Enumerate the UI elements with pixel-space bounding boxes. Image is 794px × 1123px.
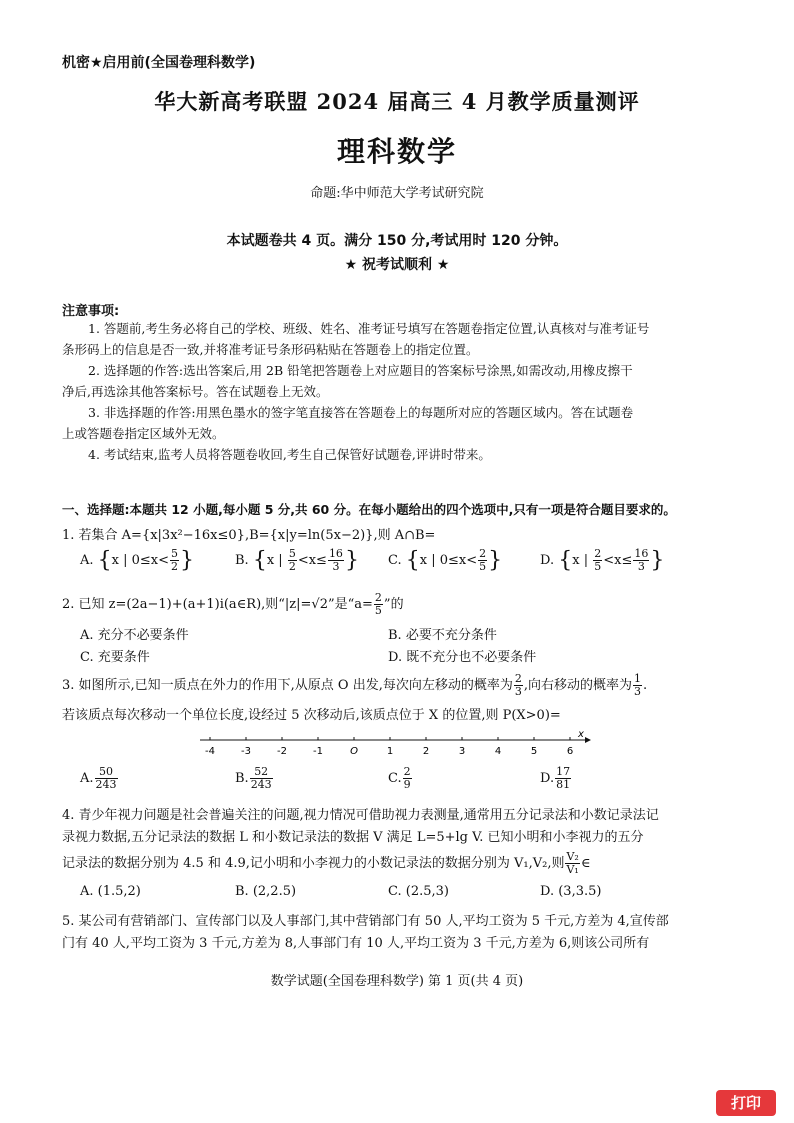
page-footer: 数学试题(全国卷理科数学) 第 1 页(共 4 页) <box>270 974 524 989</box>
confidential-tag: 机密★启用前(全国卷理科数学) <box>62 55 256 71</box>
exam-title: 华大新高考联盟 2024 届高三 4 月教学质量测评 <box>154 89 640 114</box>
notice-item: 1. 答题前,考生务必将自己的学校、班级、姓名、准考证号填写在答题卷指定位置,认真核对与准考证号 <box>88 321 650 336</box>
q1-option-d: D. {x | $\frac{2}{5}$ <x≤ $\frac{16}{3}$ } <box>540 547 665 573</box>
question-5-line-2: 门有 40 人,平均工资为 3 千元,方差为 8,人事部门有 10 人,平均工资为 3 千元,方差为 6,则该公司所有 <box>62 936 650 951</box>
q3-option-a: A. $\frac{50}{243}$ <box>80 765 117 791</box>
axis-tick-label: -4 <box>205 746 215 757</box>
question-3-line-2: 若该质点每次移动一个单位长度,设经过 5 次移动后,该质点位于 X 的位置,则 P(X>0)= <box>62 708 561 723</box>
axis-tick-label: -1 <box>313 746 323 757</box>
q4-option-a: A. (1.5,2) <box>80 884 141 899</box>
notice-item: 4. 考试结束,监考人员将答题卷收回,考生自己保管好试题卷,评讲时带来。 <box>88 447 491 462</box>
q1-option-a: A. {x | 0≤x< $\frac{5}{2}$ } <box>80 547 195 573</box>
good-luck-line: ★ 祝考试顺利 ★ <box>344 257 450 273</box>
axis-tick-label: -2 <box>277 746 287 757</box>
question-4-line-3: 记录法的数据分别为 4.5 和 4.9,记小明和小李视力的小数记录法的数据分别为 V₁,V₂,则 $\frac{\text{V₂}}{\text{V₁}}$ ∈ <box>62 850 591 876</box>
axis-tick-label: O <box>350 746 358 757</box>
notice-item: 3. 非选择题的作答:用黑色墨水的签字笔直接答在答题卷上的每题所对应的答题区域内。答在试题卷 <box>88 405 634 420</box>
q3-option-b: B. $\frac{52}{243}$ <box>235 765 272 791</box>
question-4-line-1: 4. 青少年视力问题是社会普遍关注的问题,视力情况可借助视力表测量,通常用五分记录法和小数记录法记 <box>62 808 659 823</box>
print-button[interactable]: 打印 <box>716 1090 776 1116</box>
q4-option-c: C. (2.5,3) <box>388 884 449 899</box>
q2-option-d: D. 既不充分也不必要条件 <box>388 650 537 665</box>
notice-item-cont: 上或答题卷指定区域外无效。 <box>62 426 225 441</box>
section-heading: 一、选择题:本题共 12 小题,每小题 5 分,共 60 分。在每小题给出的四个选项中,只有一项是符合题目要求的。 <box>62 502 676 517</box>
question-1-stem: 1. 若集合 A={x|3x²−16x≤0},B={x|y=ln(5x−2)},则 A∩B= <box>62 528 436 543</box>
notice-item-cont: 净后,再选涂其他答案标号。答在试题卷上无效。 <box>62 384 329 399</box>
axis-tick-label: 4 <box>494 746 502 757</box>
q1-option-b: B. {x | $\frac{5}{2}$ <x≤ $\frac{16}{3}$ } <box>235 547 359 573</box>
axis-tick-label: 3 <box>458 746 466 757</box>
notice-item-cont: 条形码上的信息是否一致,并将准考证号条形码粘贴在答题卷上的指定位置。 <box>62 342 479 357</box>
q4-option-d: D. (3,3.5) <box>540 884 602 899</box>
q4-option-b: B. (2,2.5) <box>235 884 297 899</box>
q2-option-c: C. 充要条件 <box>80 650 150 665</box>
q3-option-c: C. $\frac{2}{9}$ <box>388 765 411 791</box>
notice-heading: 注意事项: <box>62 304 120 319</box>
q2-option-b: B. 必要不充分条件 <box>388 628 497 643</box>
axis-arrow <box>585 737 591 743</box>
q1-option-c: C. {x | 0≤x< $\frac{2}{5}$ } <box>388 547 503 573</box>
q3-option-d: D. $\frac{17}{81}$ <box>540 765 571 791</box>
axis-tick-label: 6 <box>566 746 574 757</box>
axis-tick-label: 1 <box>386 746 394 757</box>
q2-option-a: A. 充分不必要条件 <box>80 628 189 643</box>
axis-label-x: x <box>578 729 584 740</box>
axis-tick-label: 2 <box>422 746 430 757</box>
exam-info: 本试题卷共 4 页。满分 150 分,考试用时 120 分钟。 <box>226 233 568 249</box>
question-3-line-1: 3. 如图所示,已知一质点在外力的作用下,从原点 O 出发,每次向左移动的概率为 $\frac{2}{3}$ ,向右移动的概率为 $\frac{1}{3}$ . <box>62 672 648 698</box>
notice-list <box>62 318 734 465</box>
question-4-line-2: 录视力数据,五分记录法的数据 L 和小数记录法的数据 V 满足 L=5+lg V. 已知小明和小李视力的五分 <box>62 830 644 845</box>
axis-tick-label: 5 <box>530 746 538 757</box>
notice-item: 2. 选择题的作答:选出答案后,用 2B 铅笔把答题卷上对应题目的答案标号涂黑,如需改动,用橡皮擦干 <box>88 363 633 378</box>
author-line: 命题:华中师范大学考试研究院 <box>310 186 484 201</box>
number-line-figure <box>195 728 595 760</box>
question-5-line-1: 5. 某公司有营销部门、宣传部门以及人事部门,其中营销部门有 50 人,平均工资为 5 千元,方差为 4,宣传部 <box>62 914 669 929</box>
axis-tick-label: -3 <box>241 746 251 757</box>
subject-title: 理科数学 <box>336 135 457 168</box>
question-2-stem: 2. 已知 z=(2a−1)+(a+1)i(a∈R),则“|z|=√2”是“a= $\frac{2}{5}$ ”的 <box>62 591 404 617</box>
